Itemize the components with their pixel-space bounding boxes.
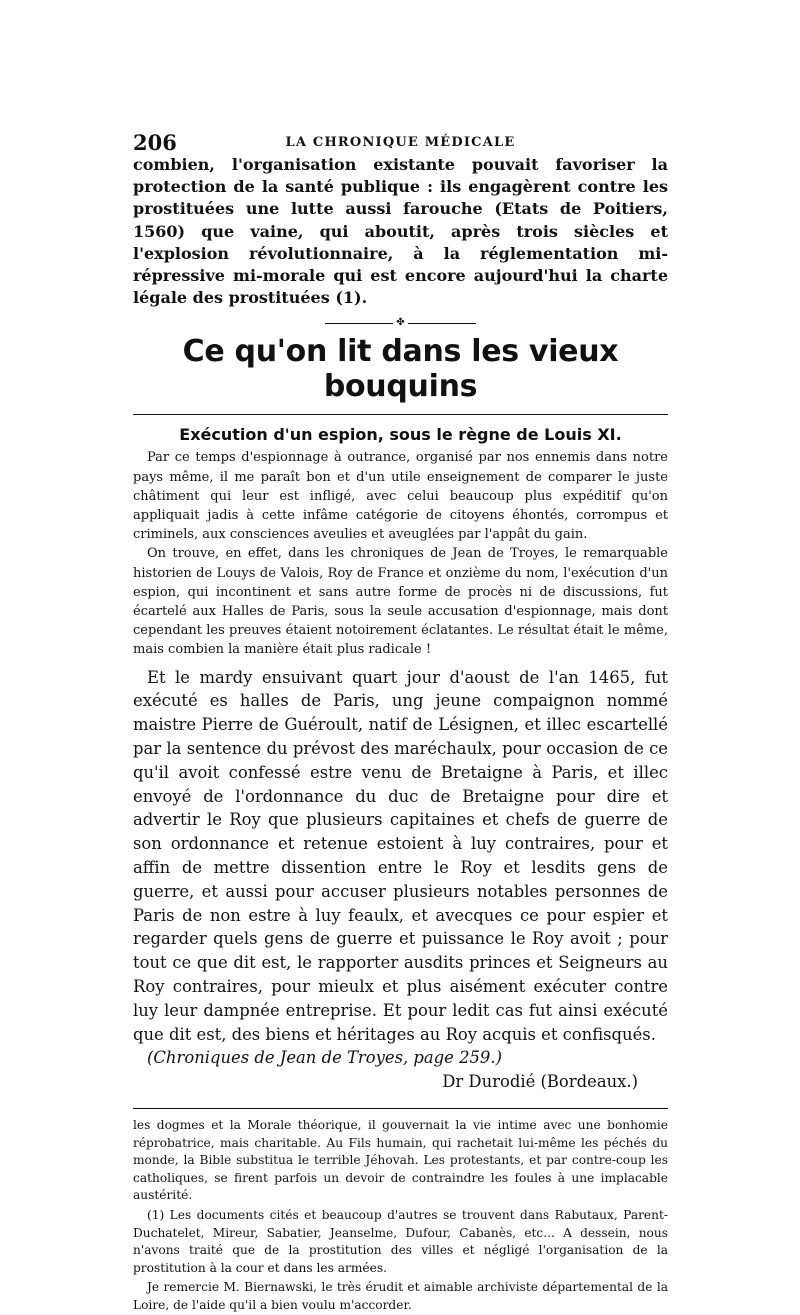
page: [133, 128, 668, 1315]
page-number: 206: [133, 130, 177, 155]
ornamental-divider: [133, 318, 668, 328]
article-author: Dr Durodié (Bordeaux.): [442, 1072, 638, 1092]
article-subtitle: Exécution d'un espion, sous le règne de Louis XI.: [179, 425, 622, 445]
footnote-thanks: Je remercie M. Biernawski, le très érudit et aimable archiviste départemental de la Loire, de l'aide qu'il a bien voulu m'accorder.: [133, 1280, 668, 1312]
section-rule: [133, 414, 668, 415]
section-title: Ce qu'on lit dans les vieux bouquins: [182, 334, 619, 405]
running-head: [133, 128, 668, 154]
footnote-1: (1) Les documents cités et beaucoup d'autres se trouvent dans Rabutaux, Parent-Duchatelet, Mireur, Sabatier, Jeanselme, Dufour, Cabanès, etc... A dessein, nous n'avons traité que de la prostitution des villes et négligé l'organisation de la prostitution à la cour et dans les armées.: [133, 1207, 668, 1275]
running-title: LA CHRONIQUE MÉDICALE: [285, 135, 516, 150]
footnote-continued: les dogmes et la Morale théorique, il gouvernait la vie intime avec une bonhomie réprobatrice, mais charitable. Au Fils humain, qui rachetait lui-même les péchés du monde, la Bible substitua le terrible Jéhovah. Les protestants, et par contre-coup les catholiques, se firent parfois un devoir de contraindre les foules à une implacable austérité.: [133, 1118, 668, 1203]
ornament-icon: ✤: [396, 317, 405, 329]
quote-source: (Chroniques de Jean de Troyes, page 259.): [147, 1048, 502, 1068]
divider-line-left: [325, 323, 393, 324]
intro-paragraph: combien, l'organisation existante pouvait favoriser la protection de la santé publique : ils engagèrent contre les prostituées une lutte aussi farouche (Etats de Poitiers, 1560) que vaine, qui aboutit, après trois siècles et l'explosion révolutionnaire, à la réglementation mi-répressive mi-morale qui est encore aujourd'hui la charte légale des prostituées (1).: [133, 155, 668, 308]
chronicle-quote: Et le mardy ensuivant quart jour d'aoust de l'an 1465, fut exécuté es halles de Paris, ung jeune compaignon nommé maistre Pierre de Guéroult, natif de Lésignen, et illec escartellé par la sentence du prévost des maréchaulx, pour occasion de ce qu'il avoit confessé estre venu de Bretaigne à Paris, et illec envoyé de l'ordonnance du duc de Bretaigne pour dire et advertir le Roy que plusieurs capitaines et chefs de guerre de son ordonnance et retenue estoient à luy contraires, pour et affin de mettre dissention entre le Roy et lesdits gens de guerre, et aussi pour accuser plusieurs notables personnes de Paris de non estre à luy feaulx, et avecques ce pour espier et regarder quels gens de guerre et puissance le Roy avoit ; pour tout ce que dit est, le rapporter ausdits princes et Seigneurs au Roy contraires, pour mieulx et plus aisément exécuter contre luy leur dampnée entreprise. Et pour ledit cas fut ainsi exécuté que dit est, des biens et héritages au Roy acquis et confisqués.: [133, 667, 668, 1044]
article-paragraph-1: Par ce temps d'espionnage à outrance, organisé par nos ennemis dans notre pays même, il me paraît bon et d'un utile enseignement de comparer le juste châtiment qui leur est infligé, avec celui beaucoup plus expéditif qu'on appliquait jadis à cette infâme catégorie de citoyens éhontés, corrompus et criminels, aux consciences aveulies et aveuglées par l'appât du gain.: [133, 450, 668, 543]
divider-line-right: [408, 323, 476, 324]
footnotes-rule: [133, 1108, 668, 1109]
article-paragraph-2: On trouve, en effet, dans les chroniques de Jean de Troyes, le remarquable historien de Louys de Valois, Roy de France et onzième du nom, l'exécution d'un espion, qui incontinent et sans autre forme de procès ni de discussions, fut écartelé aux Halles de Paris, sous la seule accusation d'espionnage, mais dont cependant les preuves étaient notoirement éclatantes. Le résultat était le même, mais combien la manière était plus radicale !: [133, 546, 668, 658]
